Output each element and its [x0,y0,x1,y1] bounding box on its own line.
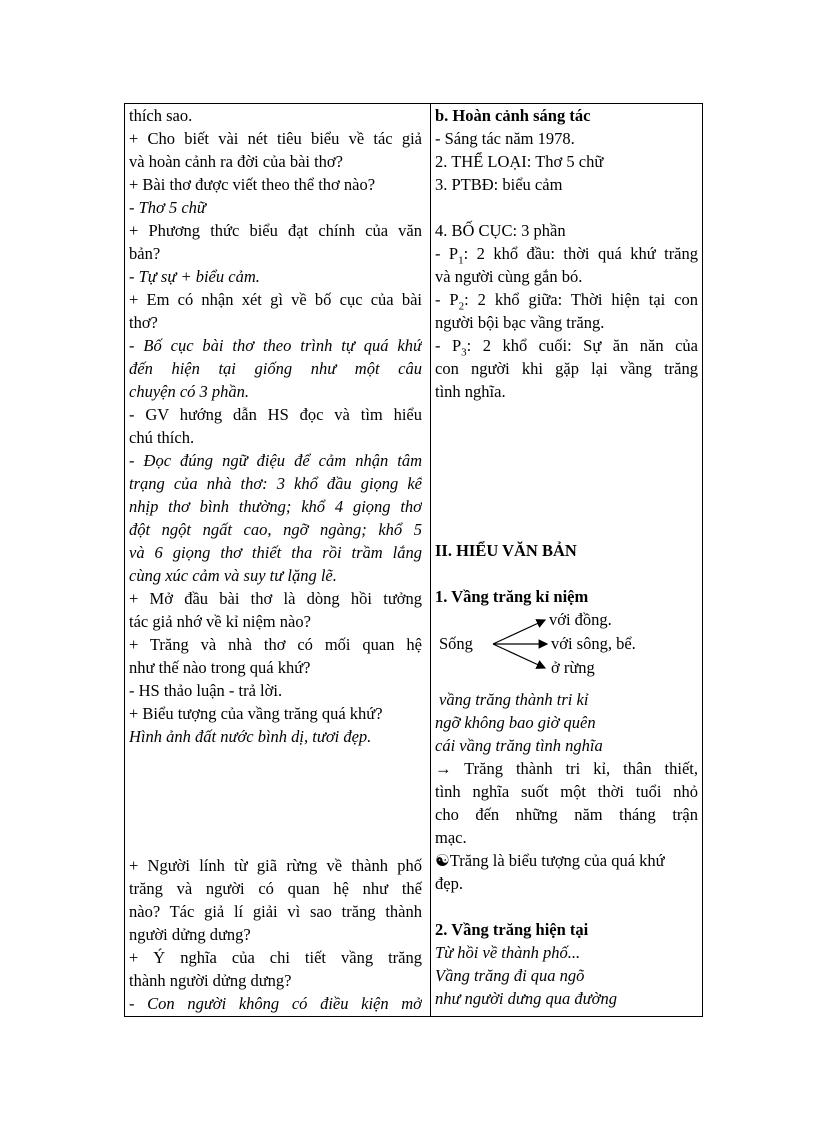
poem-line-3: cái vầng trăng tình nghĩa [435,736,603,755]
content-table [124,103,703,1017]
left-line-11: - Bố cục bài thơ theo trình tự quá khứ [129,336,422,355]
left-line-19: đột ngột ngất cao, ngỡ ngàng; khổ 5 [129,520,422,539]
diagram-target-fields: với đồng. [549,610,612,629]
left-line-3: và hoàn cảnh ra đời của bài thơ? [129,152,343,171]
left-line-35: - Con người không có điều kiện mở [129,994,422,1013]
heading-composition-context: b. Hoàn cảnh sáng tác [435,106,591,125]
poem2-line-2: Vầng trăng đi qua ngõ [435,966,585,985]
left-line-9: + Em có nhận xét gì về bố cục của bài [129,290,422,309]
column-divider [430,104,431,1016]
content-column [435,104,698,1016]
composed-year: - Sáng tác năm 1978. [435,129,575,148]
arrow-to-fields [493,620,545,644]
left-line-14: - GV hướng dẫn HS đọc và tìm hiểu [129,405,422,424]
genre: 2. THỂ LOẠI: Thơ 5 chữ [435,152,604,171]
poem-line-1: vầng trăng thành tri kỉ [439,690,589,709]
left-line-33: + Ý nghĩa của chi tiết vầng trăng [129,948,422,967]
left-line-32: người dửng dưng? [129,925,251,944]
section-ii-heading: II. HIỂU VĂN BẢN [435,541,577,560]
subsection-1-heading: 1. Vầng trăng kỉ niệm [435,587,589,606]
left-line-25: như thế nào trong quá khứ? [129,658,311,677]
part-2: - $P_2$: 2 khổ giữa: Thời hiện tại con [435,290,698,313]
left-line-27: + Biểu tượng của vầng trăng quá khứ? [129,704,383,723]
left-line-6: + Phương thức biểu đạt chính của văn [129,221,422,240]
conclusion-1-line-2: tình nghĩa suốt một thời tuổi nhỏ [435,782,698,801]
part-3: - $P_3$: 2 khổ cuối: Sự ăn năn của [435,336,698,359]
left-line-7: bản? [129,244,161,263]
arrow-to-forest [493,644,545,668]
part-1-cont: và người cùng gắn bó. [435,267,583,286]
poem-line-2: ngỡ không bao giờ quên [435,713,596,732]
left-line-29: + Người lính từ giã rừng về thành phố [129,856,422,875]
left-line-15: chú thích. [129,428,195,447]
left-line-10: thơ? [129,313,158,332]
left-line-8: - Tự sự + biểu cảm. [129,267,260,286]
expression-mode: 3. PTBĐ: biểu cảm [435,175,563,194]
left-line-23: tác giả nhớ về kỉ niệm nào? [129,612,311,631]
diagram-target-forest: ở rừng [551,658,595,677]
left-line-18: nhịp thơ bình thường; khổ 4 giọng thơ [129,497,422,516]
conclusion-1-line-1: → Trăng thành tri kỉ, thân thiết, [435,759,698,778]
left-line-1: thích sao. [129,106,193,125]
left-line-28: Hình ảnh đất nước bình dị, tươi đẹp. [129,727,372,746]
left-line-34: thành người dửng dưng? [129,971,292,990]
part-2-cont: người bội bạc vầng trăng. [435,313,605,332]
left-line-24: + Trăng và nhà thơ có mối quan hệ [129,635,422,654]
structure-title: 4. BỐ CỤC: 3 phần [435,221,566,240]
left-line-12: đến hiện tại giống như một câu [129,359,422,378]
left-line-16: - Đọc đúng ngữ điệu để cảm nhận tâm [129,451,422,470]
left-line-4: + Bài thơ được viết theo thể thơ nào? [129,175,376,194]
part-3-cont-1: con người khi gặp lại vầng trăng [435,359,698,378]
left-line-30: trăng và người có quan hệ như thế [129,879,422,898]
symbol-line-cont: đẹp. [435,874,463,893]
left-line-31: nào? Tác giả lí giải vì sao trăng thành [129,902,422,921]
teacher-activity-column [129,104,422,1016]
diagram-source: Sống [439,634,473,653]
left-line-20: và 6 giọng thơ thiết tha rồi trầm lắng [129,543,422,562]
left-line-13: chuyện có 3 phần. [129,382,250,401]
conclusion-1-line-3: cho đến những năm tháng trận [435,805,698,824]
part-3-cont-2: tình nghĩa. [435,382,506,401]
poem2-line-3: như người dưng qua đường [435,989,617,1008]
relationship-diagram [435,602,698,676]
left-line-22: + Mở đầu bài thơ là dòng hồi tưởng [129,589,422,608]
left-line-26: - HS thảo luận - trả lời. [129,681,283,700]
diagram-target-rivers: với sông, bể. [551,634,636,653]
left-line-2: + Cho biết vài nét tiêu biểu về tác giả [129,129,422,148]
poem2-line-1: Từ hồi về thành phố... [435,943,581,962]
symbol-line: ☯Trăng là biểu tượng của quá khứ [435,851,665,870]
left-line-21: cùng xúc cảm và suy tư lặng lẽ. [129,566,337,585]
conclusion-1-line-4: mạc. [435,828,467,847]
left-line-5: - Thơ 5 chữ [129,198,206,217]
left-line-17: trạng của nhà thơ: 3 khổ đầu giọng kể [129,474,422,493]
subsection-2-heading: 2. Vầng trăng hiện tại [435,920,589,939]
part-1: - $P_1$: 2 khổ đầu: thời quá khứ trăng [435,244,698,267]
